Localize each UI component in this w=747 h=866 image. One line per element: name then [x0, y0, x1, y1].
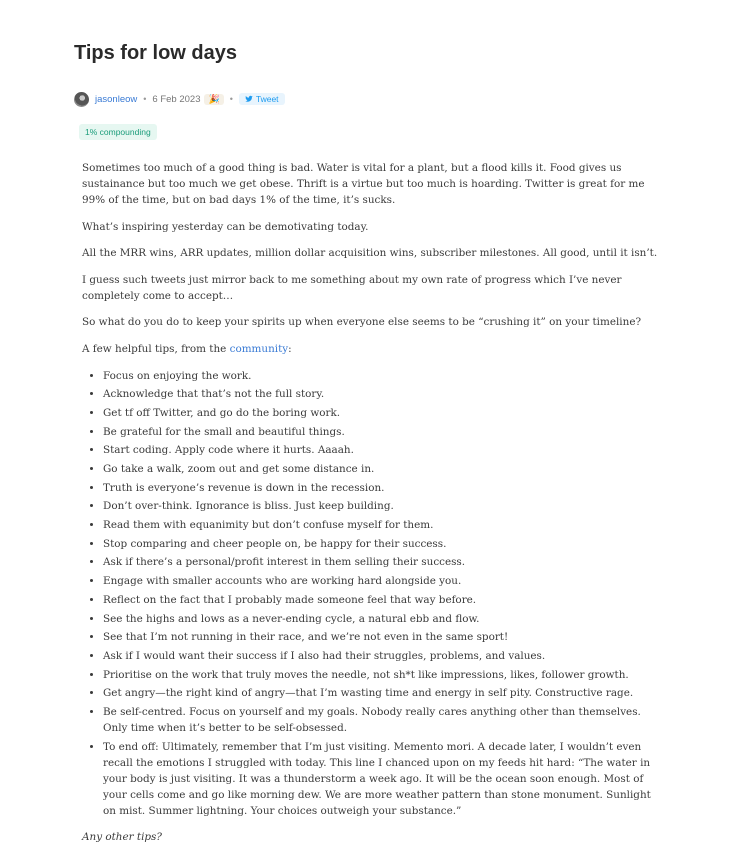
tips-list — [82, 368, 667, 819]
list-item: • Focus on enjoying the work. — [103, 368, 667, 384]
avatar[interactable] — [74, 92, 89, 107]
list-item: • Get angry—the right kind of angry—that I’m wasting time and energy in self pity. Constructive rage. — [103, 685, 667, 701]
list-item: • Stop comparing and cheer people on, be happy for their success. — [103, 536, 667, 552]
list-item: • Prioritise on the work that truly moves the needle, not sh*t like impressions, likes, follower growth. — [103, 667, 667, 683]
paragraph: What’s inspiring yesterday can be demotivating today. — [82, 220, 369, 233]
list-item: • Get tf off Twitter, and go do the boring work. — [103, 405, 667, 421]
list-item: • Engage with smaller accounts who are working hard alongside you. — [103, 573, 667, 589]
list-item: • Be self-centred. Focus on yourself and my goals. Nobody really cares anything other than themselves. Only time when it’s better to be self-obsessed. — [103, 704, 667, 736]
paragraph — [82, 341, 667, 357]
list-item: • Read them with equanimity but don’t confuse myself for them. — [103, 517, 667, 533]
paragraph: So what do you do to keep your spirits up when everyone else seems to be “crushing it” on your timeline? — [82, 316, 642, 329]
list-item: • See the highs and lows as a never-ending cycle, a natural ebb and flow. — [103, 611, 667, 627]
text: A few helpful tips, from the — [82, 342, 230, 355]
tweet-label: Tweet — [255, 94, 279, 104]
author-link[interactable]: jasonleow — [95, 93, 138, 105]
paragraph: Sometimes too much of a good thing is bad. Water is vital for a plant, but a flood kills it. Food gives us sustainance but too much we get obese. Thrift is a virtue but too much is hoarding. Twitter is great for me 99% of the time, but on bad days 1% of the time, it’s sucks. — [82, 162, 645, 206]
list-item: • Go take a walk, zoom out and get some distance in. — [103, 461, 667, 477]
list-item: • Don’t over-think. Ignorance is bliss. Just keep building. — [103, 498, 667, 514]
list-item: • To end off: Ultimately, remember that I’m just visiting. Memento mori. A decade later, I wouldn’t even recall the emotions I struggled with today. This line I chanced upon on my feeds hit hard: “The water in your body is just visiting. It was a thunderstorm a week ago. It will be the ocean soon enough. Most of your cells come and go like morning dew. We are more weather pattern than stone monument. Sunlight on mist. Summer lightning. Your choices outweigh your substance.” — [103, 739, 667, 819]
paragraph: I guess such tweets just mirror back to me something about my own rate of progress which I’ve never completely come to accept… — [82, 273, 622, 302]
post-meta — [74, 91, 285, 107]
separator-dot: • — [143, 94, 147, 104]
post-body — [82, 160, 667, 855]
list-item: • Start coding. Apply code where it hurts. Aaaah. — [103, 442, 667, 458]
paragraph: All the MRR wins, ARR updates, million dollar acquisition wins, subscriber milestones. All good, until it isn’t. — [82, 247, 658, 260]
list-item: • Truth is everyone’s revenue is down in the recession. — [103, 480, 667, 496]
list-item: • Be grateful for the small and beautiful things. — [103, 424, 667, 440]
celebration-badge[interactable]: 🎉 — [204, 94, 223, 105]
twitter-bird-icon — [245, 95, 253, 103]
text: : — [288, 342, 292, 355]
list-item: • Ask if I would want their success if I also had their struggles, problems, and values. — [103, 648, 667, 664]
post-title: Tips for low days — [74, 42, 237, 64]
list-item: • Ask if there’s a personal/profit interest in them selling their success. — [103, 554, 667, 570]
list-item: • Reflect on the fact that I probably made someone feel that way before. — [103, 592, 667, 608]
tag-1-percent-compounding[interactable]: 1% compounding — [79, 124, 157, 140]
separator-dot: • — [229, 94, 233, 104]
community-link[interactable]: community — [229, 342, 289, 355]
list-item: • Acknowledge that that’s not the full story. — [103, 386, 667, 402]
closing-question: Any other tips? — [82, 830, 162, 843]
list-item: • See that I’m not running in their race, and we’re not even in the same sport! — [103, 629, 667, 645]
post-date: 6 Feb 2023 — [152, 93, 201, 105]
tweet-button[interactable] — [239, 93, 285, 105]
